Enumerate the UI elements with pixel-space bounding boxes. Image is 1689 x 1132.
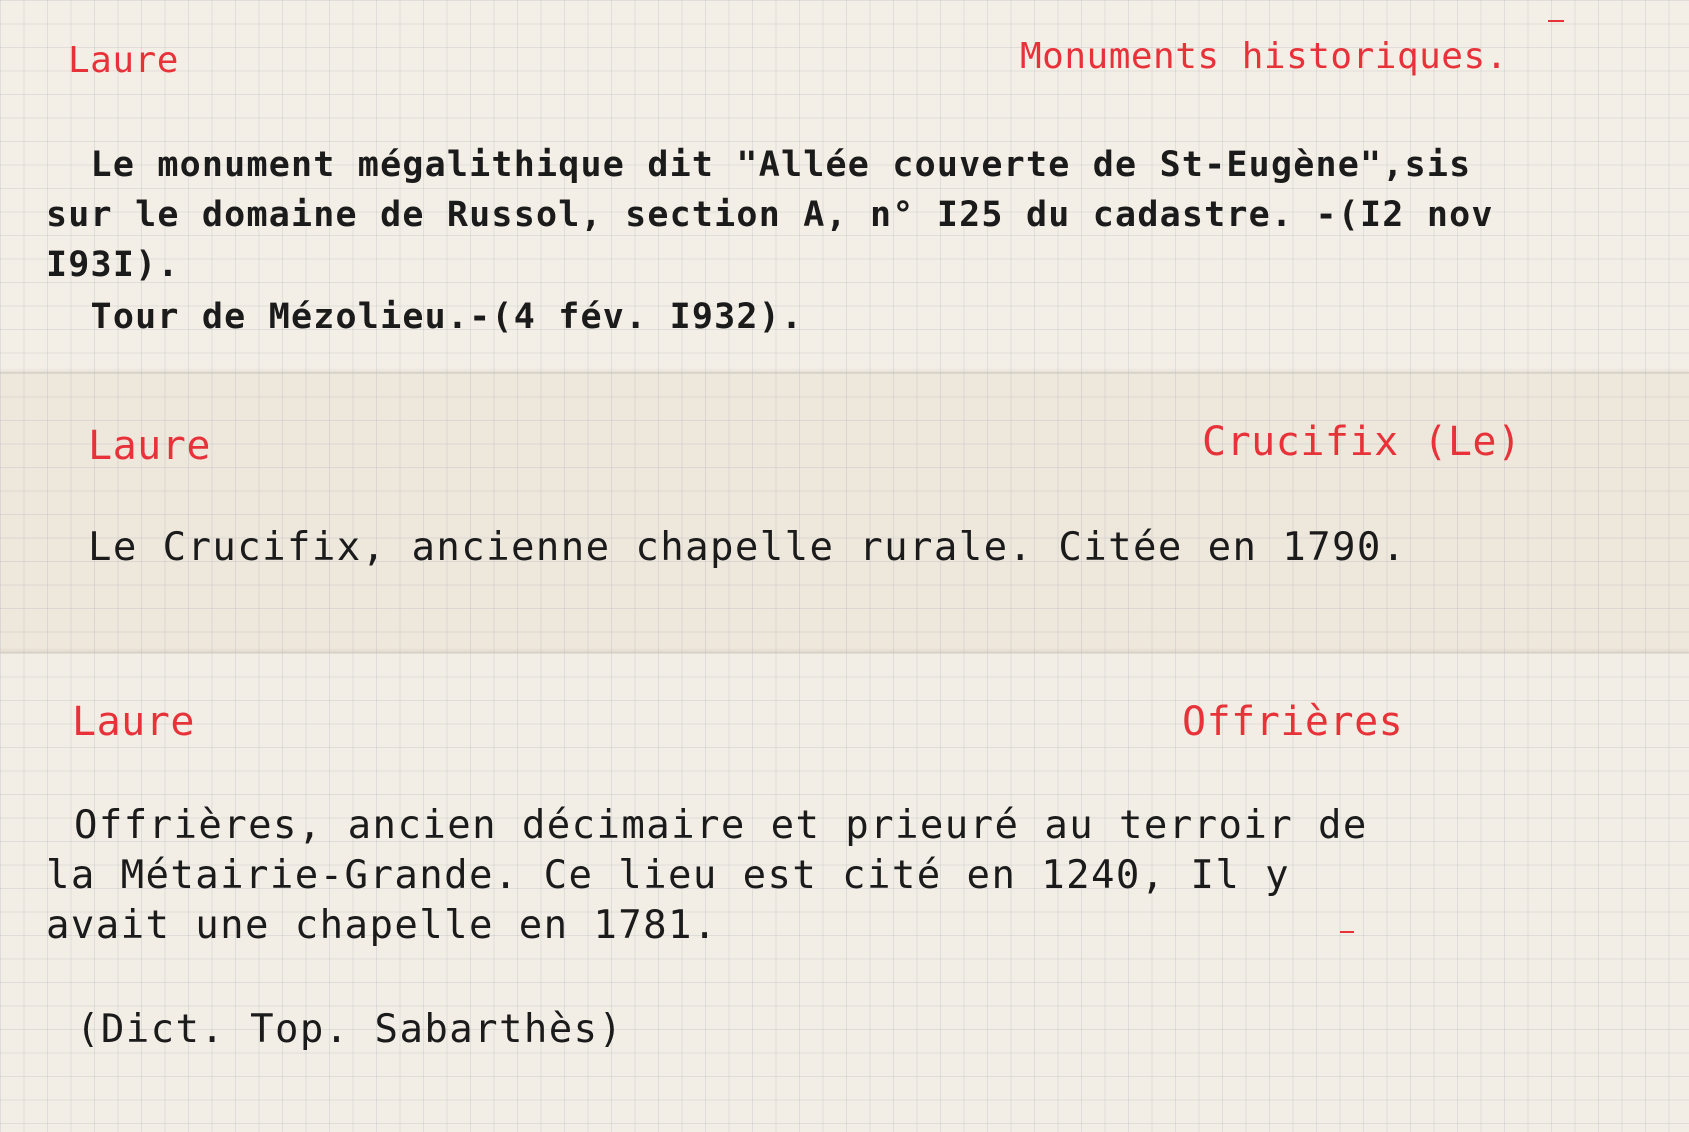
red-pen-mark bbox=[1548, 20, 1564, 22]
card-body-line: avait une chapelle en 1781. bbox=[46, 903, 718, 948]
index-card-monuments bbox=[0, 0, 1689, 372]
card-body-line: Le monument mégalithique dit "Allée couverte de St-Eugène",sis bbox=[46, 145, 1472, 185]
card-subject-heading: Offrières bbox=[1182, 699, 1404, 745]
card-body-line: Le Crucifix, ancienne chapelle rurale. Citée en 1790. bbox=[88, 525, 1407, 570]
card-body-line: I93I). bbox=[46, 245, 180, 285]
card-body-line: Tour de Mézolieu.-(4 fév. I932). bbox=[46, 297, 804, 337]
card-place-heading: Laure bbox=[88, 423, 211, 469]
red-pen-mark bbox=[1340, 931, 1354, 933]
card-subject-heading: Crucifix (Le) bbox=[1202, 419, 1522, 465]
card-body-line: sur le domaine de Russol, section A, n° I25 du cadastre. -(I2 nov bbox=[46, 195, 1494, 235]
index-card-crucifix bbox=[0, 372, 1689, 653]
card-subject-heading: Monuments historiques. bbox=[1020, 36, 1508, 77]
card-place-heading: Laure bbox=[72, 699, 195, 745]
index-card-offrieres bbox=[0, 652, 1689, 1132]
card-place-heading: Laure bbox=[68, 40, 179, 81]
card-body-line: Offrières, ancien décimaire et prieuré au terroir de bbox=[74, 803, 1368, 848]
card-source-citation: (Dict. Top. Sabarthès) bbox=[76, 1007, 624, 1052]
card-body-line: la Métairie-Grande. Ce lieu est cité en 1240, Il y bbox=[46, 853, 1290, 898]
